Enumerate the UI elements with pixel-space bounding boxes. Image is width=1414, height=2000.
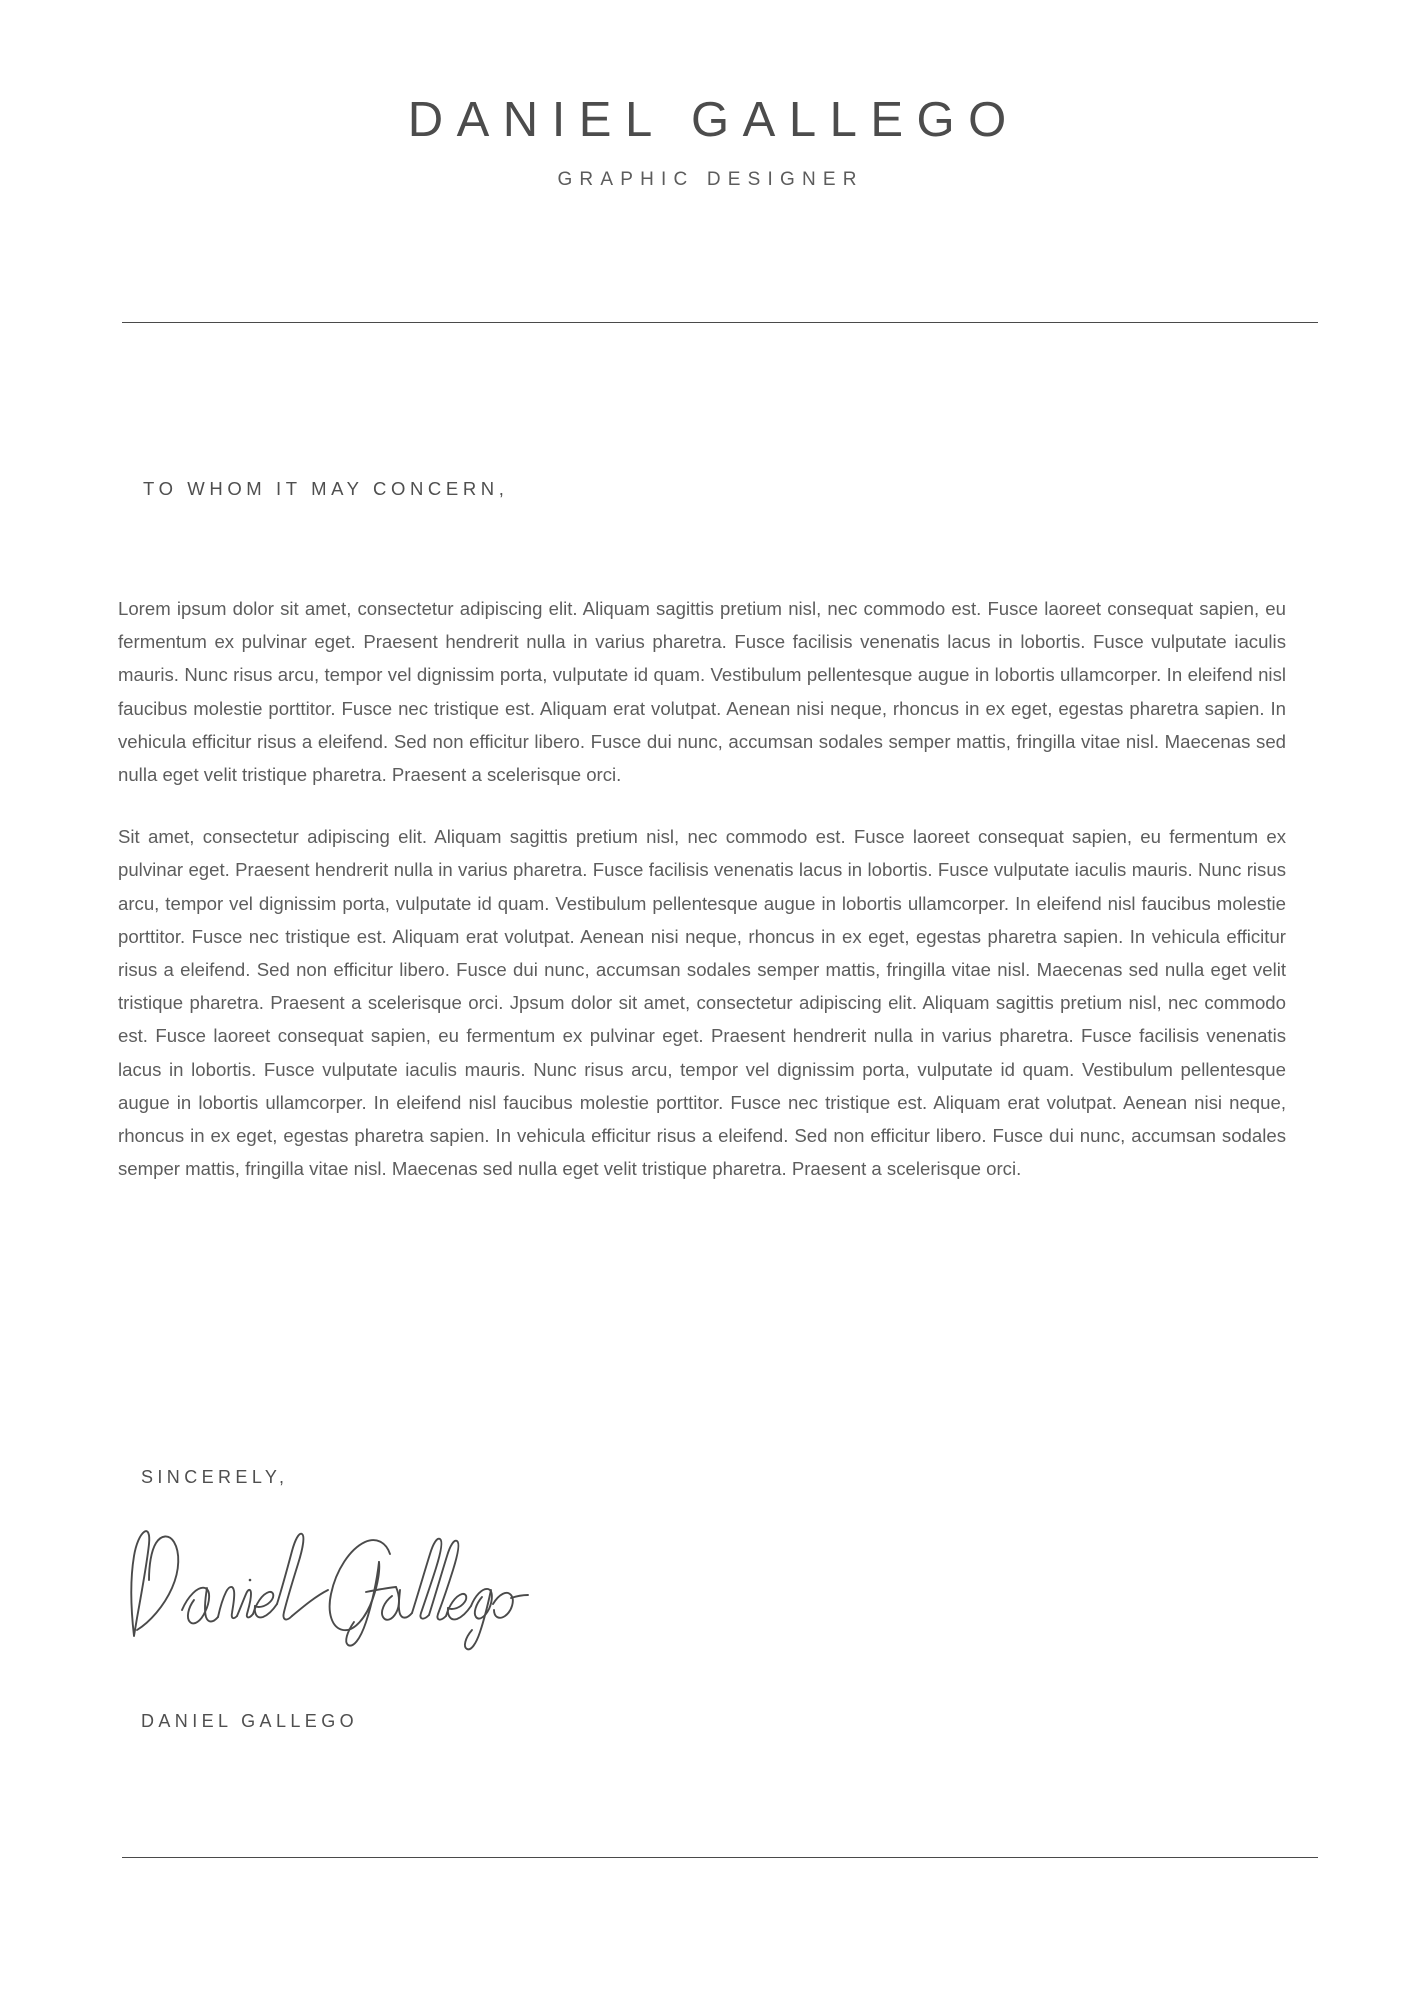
body-paragraph: Sit amet, consectetur adipiscing elit. Aliquam sagittis pretium nisl, nec commodo est. Fusce laoreet consequat sapien, eu fermentum ex pulvinar eget. Praesent hendrerit nulla in varius pharetra. Fusce facilisis venenatis lacus in lobortis. Fusce vulputate iaculis mauris. Nunc risus arcu, tempor vel dignissim porta, vulputate id quam. Vestibulum pellentesque augue in lobortis ullamcorper. In eleifend nisl faucibus molestie porttitor. Fusce nec tristique est. Aliquam erat volutpat. Aenean nisi neque, rhoncus in ex eget, egestas pharetra sapien. In vehicula efficitur risus a eleifend. Sed non efficitur libero. Fusce dui nunc, accumsan sodales semper mattis, fringilla vitae nisl. Maecenas sed nulla eget velit tristique pharetra. Praesent a scelerisque orci. Jpsum dolor sit amet, consectetur adipiscing elit. Aliquam sagittis pretium nisl, nec commodo est. Fusce laoreet consequat sapien, eu fermentum ex pulvinar eget. Praesent hendrerit nulla in varius pharetra. Fusce facilisis venenatis lacus in lobortis. Fusce vulputate iaculis mauris. Nunc risus arcu, tempor vel dignissim porta, vulputate id quam. Vestibulum pellentesque augue in lobortis ullamcorper. In eleifend nisl faucibus molestie porttitor. Fusce nec tristique est. Aliquam erat volutpat. Aenean nisi neque, rhoncus in ex eget, egestas pharetra sapien. In vehicula efficitur risus a eleifend. Sed non efficitur libero. Fusce dui nunc, accumsan sodales semper mattis, fringilla vitae nisl. Maecenas sed nulla eget velit tristique pharetra. Praesent a scelerisque orci.: [118, 826, 1286, 1180]
letter-salutation: TO WHOM IT MAY CONCERN,: [143, 478, 509, 499]
letter-body: [118, 592, 1286, 1185]
letter-closing: SINCERELY,: [141, 1467, 289, 1487]
body-paragraph: Lorem ipsum dolor sit amet, consectetur adipiscing elit. Aliquam sagittis pretium nisl, nec commodo est. Fusce laoreet consequat sapien, eu fermentum ex pulvinar eget. Praesent hendrerit nulla in varius pharetra. Fusce facilisis venenatis lacus in lobortis. Fusce vulputate iaculis mauris. Nunc risus arcu, tempor vel dignissim porta, vulputate id quam. Vestibulum pellentesque augue in lobortis ullamcorper. In eleifend nisl faucibus molestie porttitor. Fusce nec tristique est. Aliquam erat volutpat. Aenean nisi neque, rhoncus in ex eget, egestas pharetra sapien. In vehicula efficitur risus a eleifend. Sed non efficitur libero. Fusce dui nunc, accumsan sodales semper mattis, fringilla vitae nisl. Maecenas sed nulla eget velit tristique pharetra. Praesent a scelerisque orci.: [118, 598, 1286, 786]
signature-printed-name: DANIEL GALLEGO: [141, 1711, 358, 1731]
signature-image: [104, 1518, 534, 1653]
header-divider: [122, 322, 1318, 323]
header-subtitle: GRAPHIC DESIGNER: [557, 169, 864, 191]
footer-divider: [122, 1857, 1318, 1858]
letterhead-header: [0, 95, 1414, 191]
page-title: DANIEL GALLEGO: [407, 93, 1020, 147]
